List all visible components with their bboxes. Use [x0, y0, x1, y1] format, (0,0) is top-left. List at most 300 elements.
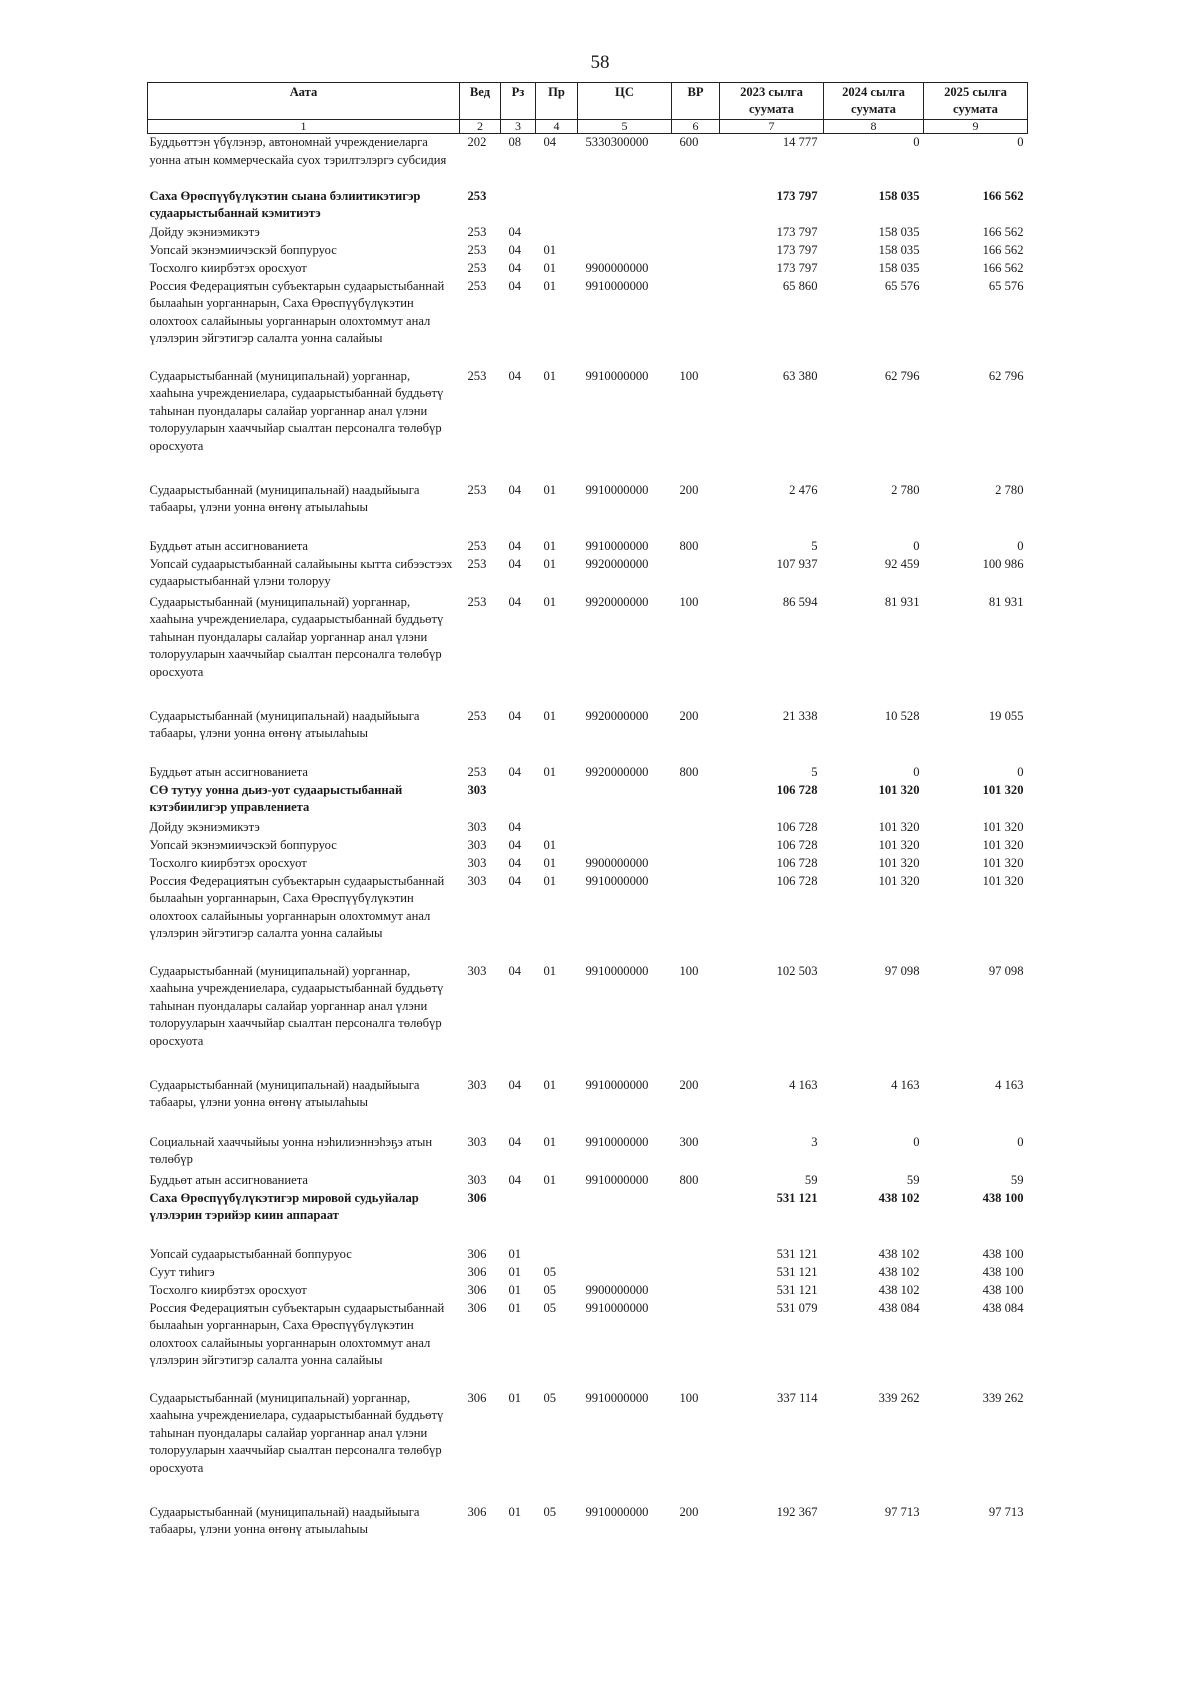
row-amount-2024: 0 — [913, 538, 920, 553]
row-vr — [672, 260, 720, 278]
row-amount-2025: 0 — [1017, 135, 1024, 149]
table-row — [148, 538, 1028, 556]
row-name: Россия Федерациятын субъектарын судаарыстыбаннай былааһын уорганнарын, Саха Өрөспүүбүлүкэтин олохтоох салайыныы уорганнарын олохтоммут анал үлэлэрин эйгэтигэр салалта уонна салайыы — [149, 1300, 445, 1368]
row-pr: 04 — [543, 135, 557, 149]
row-cs: 9910000000 — [585, 1300, 649, 1315]
row-amount-2024: 92 459 — [884, 556, 920, 571]
row-amount-2023: 173 797 — [776, 188, 818, 203]
row-name: Саха Өрөспүүбүлүкэтин сыана бэлиитикэтигэр судаарыстыбаннай кэмитиэтэ — [149, 188, 421, 221]
row-pr: 01 — [543, 538, 557, 553]
row-amount-2024: 101 320 — [878, 837, 920, 852]
row-name: СӨ тутуу уонна дьиэ-уот судаарыстыбаннай кэтэбиилигэр управлениета — [149, 782, 403, 815]
row-amount-2023: 106 728 — [776, 855, 818, 870]
row-vr — [672, 242, 720, 260]
row-ved: 306 — [467, 1282, 487, 1297]
row-vr — [672, 1190, 720, 1246]
row-rz: 04 — [508, 260, 522, 275]
header-number: 5 — [578, 120, 672, 134]
row-rz: 04 — [508, 278, 522, 293]
row-pr: 01 — [543, 764, 557, 779]
row-cs: 9910000000 — [585, 963, 649, 978]
row-ved: 303 — [467, 837, 487, 852]
row-ved: 253 — [467, 260, 487, 275]
row-amount-2023: 4 163 — [789, 1077, 818, 1092]
row-ved: 253 — [467, 538, 487, 553]
row-vr: 600 — [679, 135, 699, 149]
row-rz: 04 — [508, 538, 522, 553]
row-amount-2023: 531 121 — [776, 1264, 818, 1279]
row-amount-2023: 102 503 — [776, 963, 818, 978]
row-amount-2023: 531 121 — [776, 1282, 818, 1297]
table-row — [148, 1282, 1028, 1300]
table-row — [148, 134, 1028, 188]
row-name: Дойду экэниэмикэтэ — [149, 224, 260, 239]
row-pr: 05 — [543, 1504, 557, 1519]
table-row — [148, 855, 1028, 873]
row-pr: 01 — [543, 708, 557, 723]
row-cs: 9910000000 — [585, 1390, 649, 1405]
row-amount-2025: 59 — [1010, 1172, 1024, 1187]
row-ved: 303 — [467, 855, 487, 870]
row-amount-2025: 0 — [1017, 538, 1024, 553]
row-name: Судаарыстыбаннай (муниципальнай) уорганнар, хааһына учреждениелара, судаарыстыбаннай буддьөтү таһынан пуондалары салайар уорганнар анал үлэни толорууларын хааччыйар сыалтан персоналга төлөбүр оросхуота — [149, 594, 444, 679]
page-number: 58 — [590, 52, 610, 73]
row-ved: 253 — [467, 764, 487, 779]
header-number: 2 — [460, 120, 501, 134]
row-amount-2023: 106 728 — [776, 837, 818, 852]
row-name: Тосхолго киирбэтэх оросхуот — [149, 260, 307, 275]
row-cs: 9900000000 — [585, 260, 649, 275]
row-ved: 306 — [467, 1504, 487, 1519]
row-amount-2024: 438 102 — [878, 1190, 920, 1205]
row-amount-2024: 4 163 — [891, 1077, 920, 1092]
row-ved: 306 — [467, 1390, 487, 1405]
row-cs — [578, 782, 672, 819]
row-ved: 253 — [467, 188, 487, 203]
row-amount-2025: 438 100 — [982, 1246, 1024, 1261]
header-number: 6 — [672, 120, 720, 134]
row-amount-2025: 166 562 — [982, 242, 1024, 257]
row-name: Судаарыстыбаннай (муниципальнай) наадыйыыга табаары, үлэни уонна өҥөнү атыылаһыы — [149, 1077, 420, 1110]
row-ved: 253 — [467, 708, 487, 723]
row-amount-2023: 106 728 — [776, 782, 818, 797]
row-vr: 800 — [679, 538, 699, 553]
row-amount-2023: 106 728 — [776, 873, 818, 888]
row-amount-2024: 158 035 — [878, 242, 920, 257]
row-ved: 253 — [467, 224, 487, 239]
row-amount-2024: 101 320 — [878, 819, 920, 834]
header-number: 8 — [824, 120, 924, 134]
table-row — [148, 224, 1028, 242]
row-rz: 04 — [508, 556, 522, 571]
row-amount-2023: 86 594 — [782, 594, 818, 609]
row-amount-2025: 2 780 — [995, 482, 1024, 497]
row-pr: 01 — [543, 837, 557, 852]
row-name: Россия Федерациятын субъектарын судаарыстыбаннай былааһын уорганнарын, Саха Өрөспүүбүлүкэтин олохтоох салайыныы уорганнарын олохтоммут анал үлэлэрин эйгэтигэр салалта уонна салайыы — [149, 873, 445, 941]
table-header — [148, 83, 1028, 134]
row-cs: 9910000000 — [585, 1134, 649, 1149]
row-name: Уопсай экэнэмиичэскэй боппуруос — [149, 242, 337, 257]
row-name: Дойду экэниэмикэтэ — [149, 819, 260, 834]
row-vr: 200 — [679, 708, 699, 723]
row-amount-2024: 97 713 — [884, 1504, 920, 1519]
row-cs: 9900000000 — [585, 855, 649, 870]
row-amount-2025: 65 576 — [988, 278, 1024, 293]
row-amount-2024: 0 — [913, 135, 920, 149]
row-pr: 01 — [543, 556, 557, 571]
table-row — [148, 1264, 1028, 1282]
row-amount-2024: 101 320 — [878, 855, 920, 870]
row-pr: 05 — [543, 1300, 557, 1315]
row-rz: 01 — [508, 1390, 522, 1405]
header-cs: ЦС — [578, 83, 672, 120]
row-amount-2025: 101 320 — [982, 782, 1024, 797]
row-ved: 253 — [467, 556, 487, 571]
table-row — [148, 1190, 1028, 1246]
row-ved: 303 — [467, 873, 487, 888]
row-rz: 01 — [508, 1282, 522, 1297]
row-pr — [536, 819, 578, 837]
row-amount-2023: 14 777 — [782, 135, 818, 149]
header-number: 4 — [536, 120, 578, 134]
table-row — [148, 1172, 1028, 1190]
header-number: 9 — [924, 120, 1028, 134]
table-row — [148, 837, 1028, 855]
row-name: Буддьөт атын ассигнованиета — [149, 1172, 308, 1187]
header-2025: 2025 сылга суумата — [924, 83, 1028, 120]
row-pr: 01 — [543, 855, 557, 870]
row-cs: 9910000000 — [585, 482, 649, 497]
row-amount-2023: 106 728 — [776, 819, 818, 834]
row-rz: 04 — [508, 764, 522, 779]
row-name: Тосхолго киирбэтэх оросхуот — [149, 1282, 307, 1297]
row-vr: 100 — [679, 1390, 699, 1405]
row-amount-2025: 166 562 — [982, 224, 1024, 239]
row-cs: 9920000000 — [585, 708, 649, 723]
table-row — [148, 188, 1028, 224]
row-amount-2025: 166 562 — [982, 188, 1024, 203]
row-ved: 303 — [467, 819, 487, 834]
row-vr: 300 — [679, 1134, 699, 1149]
header-vr: ВР — [672, 83, 720, 120]
row-cs: 9920000000 — [585, 764, 649, 779]
row-amount-2025: 0 — [1017, 1134, 1024, 1149]
row-ved: 303 — [467, 1134, 487, 1149]
row-vr: 200 — [679, 482, 699, 497]
row-pr: 05 — [543, 1282, 557, 1297]
row-amount-2024: 81 931 — [884, 594, 920, 609]
row-vr — [672, 188, 720, 224]
row-amount-2025: 97 713 — [988, 1504, 1024, 1519]
row-amount-2024: 59 — [906, 1172, 920, 1187]
row-amount-2024: 438 084 — [878, 1300, 920, 1315]
row-pr: 01 — [543, 368, 557, 383]
header-ved: Вед — [460, 83, 501, 120]
table-row — [148, 242, 1028, 260]
row-cs: 9910000000 — [585, 1172, 649, 1187]
row-cs: 9910000000 — [585, 368, 649, 383]
row-name: Судаарыстыбаннай (муниципальнай) наадыйыыга табаары, үлэни уонна өҥөнү атыылаһыы — [149, 482, 420, 515]
row-pr: 01 — [543, 594, 557, 609]
table-row — [148, 819, 1028, 837]
row-cs: 9910000000 — [585, 873, 649, 888]
row-ved: 253 — [467, 482, 487, 497]
row-amount-2023: 65 860 — [782, 278, 818, 293]
row-amount-2024: 62 796 — [884, 368, 920, 383]
row-amount-2024: 438 102 — [878, 1264, 920, 1279]
row-name: Суут тиһигэ — [149, 1264, 215, 1279]
row-ved: 306 — [467, 1190, 487, 1205]
row-pr: 01 — [543, 260, 557, 275]
row-rz: 04 — [508, 368, 522, 383]
row-pr — [536, 224, 578, 242]
table-row — [148, 260, 1028, 278]
header-name: Аата — [148, 83, 460, 120]
row-amount-2023: 2 476 — [789, 482, 818, 497]
row-amount-2025: 0 — [1017, 764, 1024, 779]
row-amount-2023: 173 797 — [776, 260, 818, 275]
table-row — [148, 1390, 1028, 1504]
row-rz — [501, 1190, 536, 1246]
row-amount-2025: 339 262 — [982, 1390, 1024, 1405]
row-amount-2024: 158 035 — [878, 260, 920, 275]
row-rz: 04 — [508, 224, 522, 239]
row-name: Саха Өрөспүүбүлүкэтигэр мировой судьуйалар үлэлэрин тэрийэр киин аппараат — [149, 1190, 419, 1223]
row-name: Уопсай экэнэмиичэскэй боппуруос — [149, 837, 337, 852]
row-rz: 04 — [508, 819, 522, 834]
table-row — [148, 1246, 1028, 1264]
table-row — [148, 482, 1028, 538]
row-ved: 303 — [467, 963, 487, 978]
row-pr: 05 — [543, 1264, 557, 1279]
row-amount-2024: 0 — [913, 764, 920, 779]
row-amount-2024: 65 576 — [884, 278, 920, 293]
row-ved: 303 — [467, 782, 487, 797]
row-amount-2023: 173 797 — [776, 224, 818, 239]
row-name: Уопсай судаарыстыбаннай боппуруос — [149, 1246, 352, 1261]
budget-table — [147, 82, 1028, 1560]
row-ved: 253 — [467, 278, 487, 293]
row-rz: 04 — [508, 482, 522, 497]
row-pr: 01 — [543, 278, 557, 293]
row-name: Буддьөт атын ассигнованиета — [149, 764, 308, 779]
row-name: Судаарыстыбаннай (муниципальнай) наадыйыыга табаары, үлэни уонна өҥөнү атыылаһыы — [149, 1504, 420, 1537]
table-row — [148, 368, 1028, 482]
row-vr: 200 — [679, 1504, 699, 1519]
row-vr: 100 — [679, 594, 699, 609]
row-name: Уопсай судаарыстыбаннай салайыыны кытта сибээстээх судаарыстыбаннай үлэни толоруу — [149, 556, 453, 589]
row-amount-2025: 62 796 — [988, 368, 1024, 383]
row-pr: 01 — [543, 1172, 557, 1187]
row-cs: 9910000000 — [585, 1077, 649, 1092]
table-row — [148, 1077, 1028, 1134]
row-amount-2025: 166 562 — [982, 260, 1024, 275]
row-vr: 800 — [679, 764, 699, 779]
table-row — [148, 1134, 1028, 1172]
row-cs: 9900000000 — [585, 1282, 649, 1297]
row-rz: 01 — [508, 1504, 522, 1519]
row-cs — [578, 1264, 672, 1282]
row-amount-2023: 337 114 — [777, 1390, 818, 1405]
row-pr: 01 — [543, 1134, 557, 1149]
row-amount-2025: 438 100 — [982, 1190, 1024, 1205]
row-rz: 04 — [508, 873, 522, 888]
row-amount-2023: 531 121 — [776, 1246, 818, 1261]
row-amount-2025: 81 931 — [988, 594, 1024, 609]
row-amount-2024: 339 262 — [878, 1390, 920, 1405]
row-vr — [672, 837, 720, 855]
row-name: Судаарыстыбаннай (муниципальнай) уорганнар, хааһына учреждениелара, судаарыстыбаннай буддьөтү таһынан пуондалары салайар уорганнар анал үлэни толорууларын хааччыйар сыалтан персоналга төлөбүр оросхуота — [149, 963, 444, 1048]
row-cs — [578, 242, 672, 260]
row-ved: 306 — [467, 1300, 487, 1315]
row-vr — [672, 1246, 720, 1264]
row-rz: 04 — [508, 837, 522, 852]
row-pr: 01 — [543, 482, 557, 497]
row-ved: 202 — [467, 135, 487, 149]
row-amount-2025: 438 100 — [982, 1282, 1024, 1297]
row-rz: 04 — [508, 1134, 522, 1149]
table-row — [148, 873, 1028, 963]
row-vr: 100 — [679, 368, 699, 383]
row-amount-2024: 158 035 — [878, 224, 920, 239]
row-amount-2023: 59 — [804, 1172, 818, 1187]
row-pr — [536, 1246, 578, 1264]
table-row — [148, 782, 1028, 819]
row-cs — [578, 224, 672, 242]
row-amount-2023: 192 367 — [776, 1504, 818, 1519]
row-amount-2025: 438 084 — [982, 1300, 1024, 1315]
row-rz: 04 — [508, 855, 522, 870]
row-vr — [672, 224, 720, 242]
row-rz: 04 — [508, 708, 522, 723]
row-rz: 08 — [508, 135, 522, 149]
row-vr — [672, 855, 720, 873]
header-rz: Рз — [501, 83, 536, 120]
row-amount-2025: 101 320 — [982, 873, 1024, 888]
row-rz: 01 — [508, 1246, 522, 1261]
row-amount-2025: 101 320 — [982, 855, 1024, 870]
table-row — [148, 556, 1028, 594]
row-rz: 04 — [508, 594, 522, 609]
row-ved: 306 — [467, 1246, 487, 1261]
row-amount-2023: 173 797 — [776, 242, 818, 257]
row-rz: 04 — [508, 1172, 522, 1187]
row-amount-2025: 4 163 — [995, 1077, 1024, 1092]
row-rz: 01 — [508, 1264, 522, 1279]
row-amount-2024: 2 780 — [891, 482, 920, 497]
table-row — [148, 708, 1028, 764]
table-row — [148, 963, 1028, 1077]
row-pr: 01 — [543, 1077, 557, 1092]
row-ved: 253 — [467, 594, 487, 609]
row-vr — [672, 782, 720, 819]
header-2023: 2023 сылга суумата — [720, 83, 824, 120]
row-ved: 253 — [467, 368, 487, 383]
row-pr: 01 — [543, 873, 557, 888]
row-amount-2023: 531 121 — [776, 1190, 818, 1205]
row-rz: 04 — [508, 963, 522, 978]
row-name: Россия Федерациятын субъектарын судаарыстыбаннай былааһын уорганнарын, Саха Өрөспүүбүлүкэтин олохтоох салайыныы уорганнарын олохтоммут анал үлэлэрин эйгэтигэр салалта уонна салайыы — [149, 278, 445, 346]
row-cs: 9920000000 — [585, 556, 649, 571]
row-cs: 5330300000 — [585, 135, 649, 149]
row-cs — [578, 819, 672, 837]
row-amount-2023: 5 — [811, 764, 818, 779]
row-name: Буддьөттэн үбүлэнэр, автономнай учреждениеларга уонна атын коммерческайа суох тэрилтэлэргэ субсидия — [149, 135, 447, 167]
row-pr — [536, 1190, 578, 1246]
row-amount-2023: 531 079 — [776, 1300, 818, 1315]
row-name: Социальнай хааччыйыы уонна нэһилиэннэһэҕэ атын төлөбүр — [149, 1134, 433, 1167]
row-vr — [672, 1282, 720, 1300]
row-amount-2025: 101 320 — [982, 819, 1024, 834]
row-name: Судаарыстыбаннай (муниципальнай) уорганнар, хааһына учреждениелара, судаарыстыбаннай буддьөтү таһынан пуондалары салайар уорганнар анал үлэни толорууларын хааччыйар сыалтан персоналга төлөбүр оросхуота — [149, 1390, 444, 1475]
row-amount-2024: 438 102 — [878, 1246, 920, 1261]
header-2024: 2024 сылга суумата — [824, 83, 924, 120]
row-cs — [578, 1246, 672, 1264]
table-row — [148, 1504, 1028, 1560]
header-number: 1 — [148, 120, 460, 134]
table-row — [148, 764, 1028, 782]
row-rz: 04 — [508, 1077, 522, 1092]
row-amount-2024: 158 035 — [878, 188, 920, 203]
row-rz: 04 — [508, 242, 522, 257]
row-cs: 9910000000 — [585, 1504, 649, 1519]
row-pr: 01 — [543, 242, 557, 257]
row-name: Буддьөт атын ассигнованиета — [149, 538, 308, 553]
row-amount-2023: 63 380 — [782, 368, 818, 383]
row-vr — [672, 873, 720, 963]
row-rz — [501, 782, 536, 819]
row-amount-2023: 21 338 — [782, 708, 818, 723]
row-name: Судаарыстыбаннай (муниципальнай) уорганнар, хааһына учреждениелара, судаарыстыбаннай буддьөтү таһынан пуондалары салайар уорганнар анал үлэни толорууларын хааччыйар сыалтан персоналга төлөбүр оросхуота — [149, 368, 444, 453]
row-amount-2023: 5 — [811, 538, 818, 553]
row-amount-2025: 97 098 — [988, 963, 1024, 978]
row-ved: 303 — [467, 1172, 487, 1187]
row-ved: 253 — [467, 242, 487, 257]
row-pr — [536, 188, 578, 224]
row-amount-2024: 0 — [913, 1134, 920, 1149]
row-rz: 01 — [508, 1300, 522, 1315]
row-amount-2023: 3 — [811, 1134, 818, 1149]
row-ved: 303 — [467, 1077, 487, 1092]
table-row — [148, 1300, 1028, 1390]
row-vr: 100 — [679, 963, 699, 978]
row-amount-2023: 107 937 — [776, 556, 818, 571]
table-row — [148, 278, 1028, 368]
header-pr: Пр — [536, 83, 578, 120]
row-vr — [672, 819, 720, 837]
row-amount-2024: 97 098 — [884, 963, 920, 978]
row-amount-2025: 100 986 — [982, 556, 1024, 571]
row-vr: 200 — [679, 1077, 699, 1092]
row-amount-2025: 19 055 — [988, 708, 1024, 723]
row-vr — [672, 1264, 720, 1282]
row-name: Судаарыстыбаннай (муниципальнай) наадыйыыга табаары, үлэни уонна өҥөнү атыылаһыы — [149, 708, 420, 741]
row-vr — [672, 278, 720, 368]
row-ved: 306 — [467, 1264, 487, 1279]
row-pr: 01 — [543, 963, 557, 978]
row-vr: 800 — [679, 1172, 699, 1187]
table-row — [148, 594, 1028, 708]
row-name: Тосхолго киирбэтэх оросхуот — [149, 855, 307, 870]
row-pr: 05 — [543, 1390, 557, 1405]
row-amount-2025: 101 320 — [982, 837, 1024, 852]
row-amount-2024: 10 528 — [884, 708, 920, 723]
row-cs — [578, 1190, 672, 1246]
row-vr — [672, 556, 720, 594]
header-number: 7 — [720, 120, 824, 134]
row-rz — [501, 188, 536, 224]
row-amount-2024: 438 102 — [878, 1282, 920, 1297]
